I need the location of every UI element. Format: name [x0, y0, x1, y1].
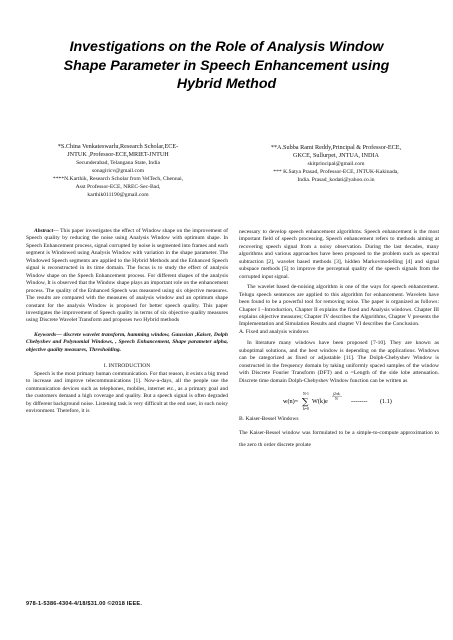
author-line: India. Prasad_kodati@yahoo.co.in [297, 177, 375, 183]
intro-continued: necessary to develop speech enhancement algorithms. Speech enhancement is the most important field of speech processing. Speech enhancement refers to methods aiming at recovering speech signal from a noisy observation. During the last decades, many algorithms and various approaches have been proposed to the problem such as spectral subtraction [2], wavelet based methods [3], hidden Markovmodelling [4] and signal subspace methods [5] to improve the perceptual quality of the speech signals from the corrupted input signal. [239, 229, 439, 280]
eq-exponent: j2πk [333, 392, 340, 397]
abstract-label: Abstract [34, 228, 54, 234]
equation-graphic [239, 389, 439, 411]
subsection-heading-kaiser: B. Kaiser-Bessel Windows [239, 416, 299, 423]
eq-sum-symbol: ∑ [302, 397, 309, 408]
title-line: Hybrid Method [176, 76, 277, 92]
footer-copyright: 978-1-5386-4304-4/18/$31.00 ©2018 IEEE. [26, 601, 143, 607]
eq-body: W(k)e [312, 398, 328, 406]
eq-upper-limit: N-1 [303, 392, 309, 397]
author-line: Asst Professor-ECE, NREC-Sec-Bad, [75, 184, 161, 190]
left-column [26, 228, 228, 415]
author-line: skitprincipal@gmail.com [307, 161, 365, 167]
paper-title [30, 38, 423, 94]
fixed-windows-paragraph: In literature many windows have been proposed [7-10]. They are known as suboptimal solutions, and the best window is depending on the applications. Windows can be categorized as fixed or adjustable [11]. The Dolph-Chebyshev Window is constructed in the frequency domain by taking uniformly spaced samples of the window with Discrete Fourier Transform (DFT) and α =Length of the side lobe attenuation. Discrete time domain Dolph-Chebyshev Window function can be written as [239, 340, 439, 384]
equation-1-1 [239, 389, 439, 411]
keywords [26, 332, 228, 354]
intro-paragraph: Speech is the most primary human communication. For that reason, it exists a big trend to increase and improve telecommunications [1]. Now-a-days, all the people use the communication devices such as telephones, mobiles, internet etc., as a primary goal and the customers demand a high coverage and quality. But a speech signal is often degraded by different background noise. Listening task is very difficult at the end user, in such noisy environment. Therefore, it is [26, 370, 228, 414]
eq-lhs: w(n)= [283, 398, 299, 406]
title-line: Shape Parameter in Speech Enhancement using [63, 57, 390, 74]
kaiser-paragraph: The Kaiser-Bessel window was formulated to be a simple-to-compute approximation to the zero th order discrete prolate [239, 429, 439, 448]
right-column [239, 229, 439, 451]
eq-exponent-denominator: N [335, 397, 338, 402]
author-line: JNTUK ,Professor-ECE,MRIET-JNTUH [67, 151, 169, 158]
intro-organization: The wavelet based de-noising algorithm is one of the ways for speech enhancement. Telugu speech sentences are applied to this algorithm for enhancement. Wavelets have been found to be a powerful tool for removing noise. The paper is organized as follows: Chapter I –Introduction, Chapter II explains the fixed and Analysis windows. Chapter III explains objective measures; Chapter IV describes the Algorithms, Chapter V presents the Implementation and Simulation Results and chapter VI describes the Conclusion. [239, 284, 439, 328]
eq-dashes: -------- [351, 398, 368, 406]
keywords-label: Keywords [34, 331, 57, 338]
title-line: Investigations on the Role of Analysis Window [69, 39, 384, 55]
eq-number: (1.1) [380, 398, 392, 406]
author-line: *S.China Venkateswarlu,Research Scholar,ECE- [57, 143, 179, 150]
author-line: GKCE, Sullurpet, JNTUA, INDIA [293, 152, 379, 159]
author-line: Secunderabad, Telangana State, India [76, 160, 160, 166]
subsection-heading-fixed-windows: A. Fixed and analysis windows [239, 328, 309, 335]
authors-left [16, 143, 220, 199]
author-line: sonagiricv@gmail.com [91, 168, 145, 174]
author-line: *** K.Satya Prasad, Professor-ECE, JNTUK-Kakinada, [273, 169, 399, 175]
author-line: ****N.Karthik, Research Scholar from VelTech, Chennai, [52, 176, 184, 182]
author-line: **A.Subba Rami Reddy,Principal & Professor-ECE, [270, 144, 402, 151]
section-heading-introduction: I. INTRODUCTION [103, 363, 151, 370]
abstract [26, 228, 228, 325]
author-line: karthik011190@gmail.com [87, 192, 149, 198]
abstract-text: — This paper investigates the effect of Window shape on the improvement of Speech quality by reducing the noise using Analysis Window with optimum shape. In Speech Enhancement process, signal corrupted by noise is segmented into frames and each segment is Windowed using Analysis Window with variation in the shape parameter. The Windowed Speech segments are applied to the Hybrid Methods and the Enhanced Speech signal is reconstructed in its time domain. The focus is to study the effect of analysis Window shape on the Speech Enhancement process. For different shapes of the analysis Window, It is observed that the Window shape plays an important role on the enhancement process. The quality of the Enhanced Speech was measured using six objective measures. The results are compared with the measures of analysis window and an optimum shape constant for the analysis Window is proposed for better speech quality. This paper investigates the improvement of Speech quality in terms of six objective quality measures using Discrete Wavelet Transform and proposes two Hybrid methods [26, 228, 228, 324]
eq-lower-limit: k=0 [303, 407, 309, 412]
authors-right [236, 144, 436, 184]
keywords-text: — discrete wavelet transform, hamming window, Gaussian ,Kaiser, Dolph Chebyshev and Polynomial Windows, , Speech Enhancement, Shape parameter alpha, objective quality measures, Thresholding. [26, 331, 228, 353]
